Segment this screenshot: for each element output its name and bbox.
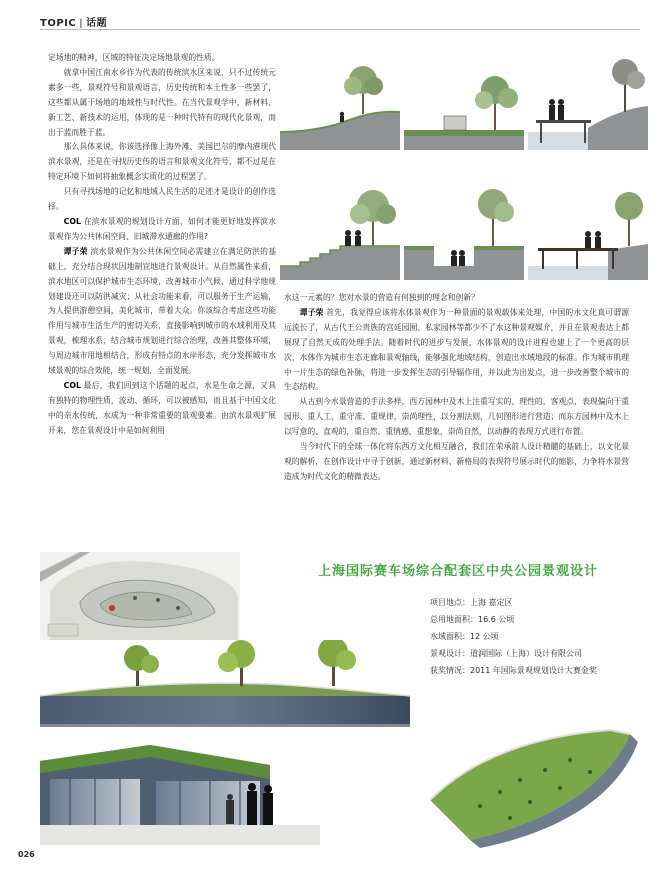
interview-answer: 谭子荣 滨水景观作为公共休闲空间必需建立在满足防洪的基础上，充分结合现状因地制宜地进行景观设计。从自然属性来看，滨水地区可以保护城市生态环境，改善城市小气候，通过科学地规划建设还可以防洪减灾；从社会功能来看，可以服务于生产运输，为人提供游憩空间，美化城市，带着大众。你该综合考虑这些功能作用与城市生活生产的密切关系，直接影响到城市的水域利用及其景观，梳理水系，结合城市规划进行综合治理，改善其整体环境，与周边城市用地相结合，形成有特点的水岸形态，充分发挥城市水域景观的综合效能，统一规划，全面发展。: [48, 246, 277, 376]
site-plan-image: [40, 552, 240, 640]
running-header: [40, 14, 107, 29]
project-info-item: 获奖情况：2011 年国际景观规划设计大赛金奖: [430, 666, 597, 675]
header-topic: TOPIC: [40, 18, 77, 29]
section-diagrams: [280, 40, 671, 288]
project-info-item: 项目地点：上海 嘉定区: [430, 598, 513, 607]
section-diagram-bridge: [528, 180, 648, 280]
perspective-rendering-building: [40, 735, 320, 845]
project-title: 上海国际赛车场综合配套区中央公园景观设计: [318, 564, 599, 579]
section-diagram-slope: [280, 50, 400, 150]
paragraph: 当今时代下的全球一体化将东西方文化相互融合，我们在荣承前人设计精髓的基础上，以文化景观的解析，在创作设计中寻于创新，通过新材料、新格局的表现符号展示时代的缩影，力争将水景营造成为时代文化的精微表达。: [284, 442, 629, 481]
interview-question: COL 在滨水景观的规划设计方面，如何才能更好地发挥滨水景观作为公共休闲空间、旧城滞水通廊的作用?: [48, 216, 277, 241]
interview-question: COL 最后，我们回到这个话题的起点，水是生命之源，又具有独特的物理性质，流动、循环，可以被感知，而且基于中国文化中的亲水传统，水成为一种非常重要的景观要素。由滨水景观扩展开来，您在景观设计中是如何利用: [48, 380, 277, 435]
header-rule: [40, 29, 640, 30]
header-separator: |: [79, 18, 84, 29]
right-text-column: [284, 291, 629, 485]
project-info-item: 水域面积：12 公顷: [430, 632, 499, 641]
paragraph: 只有寻找场地的记忆和地域人民生活的足迹才是设计的创作选择。: [48, 187, 276, 212]
paragraph: 定场地的精神，区域的特征决定场地景观的性质。: [48, 53, 220, 62]
left-text-column: [48, 51, 276, 439]
speaker-label: 谭子荣: [299, 307, 324, 317]
project-info-item: 景观设计：道润国际（上海）设计有限公司: [430, 649, 582, 658]
paragraph: 水这一元素的？您对水景的营造有何独到的理念和创新？: [284, 293, 479, 302]
section-diagram-dock: [528, 50, 648, 150]
project-info: [430, 594, 597, 679]
page-number: 026: [18, 850, 35, 859]
paragraph: 那么具体来说，你该选择像上海外滩、美国巴尔的摩内港现代滨水景观，还是在寻找历史传的语言和景观文化符号，都不过是在特定环境下如何将抽象概念实质化的过程罢了。: [48, 142, 276, 182]
elevation-rendering: [40, 640, 410, 732]
speaker-label: COL: [63, 216, 81, 226]
paragraph: 从古到今水景营造的手法多样，西方园林中及木上注重写实的、理性的，客观点，表现偏向于重园形、重人工、重守准、重规律，崇尚理性，以分割法则，几何图形进行营造；而东方园林中及木上以写意的、直观的，重自然、重情感，重想象，崇尚自然，以动静的表现方式进行布置。: [284, 397, 629, 437]
section-diagram-pavilion: [404, 50, 524, 150]
speaker-label: COL: [63, 380, 81, 390]
paragraph: 就拿中国江南水乡作为代表的传统滨水区来说，只不过传统元素多一些，景观符号和景观语言，历史传统和本土性多一些罢了，这些都从属于场地的地域性与时代性。在当代景观学中，新材料、新工艺、新技术的运用，体现的是一种时代特有的现代化景观，而出于蓝而胜于蓝。: [48, 67, 276, 137]
speaker-label: 谭子荣: [63, 246, 88, 256]
project-info-item: 总用地面积：16.6 公顷: [430, 615, 515, 624]
perspective-rendering-green-roof: [410, 720, 650, 850]
section-diagram-plaza: [404, 180, 524, 280]
section-diagram-steps: [280, 180, 400, 280]
interview-answer: 谭子荣 首先，我觉得应该将水体景观作为一种景面的景观载体来处理，中国的水文化真可谓源远流长了，从古代王公贵族的宫廷园囿、私家园林等都少不了水这种景观媒介，并且在景观表达上都展现了自然天成的处理手法。随着时代的进步与发展，水体景观的设计进程也建上了一个更高的层次，水体作为城市生态走廊和景观轴线，能够强化地域结构，创造出水域地段的标准。作为城市肌理中一片生态的绿色补脉，将进一步发挥生态的引导辐作用，并以此为出发点，进一步改善整个城市的生态结构。: [284, 307, 629, 392]
header-section: 话题: [86, 18, 108, 29]
